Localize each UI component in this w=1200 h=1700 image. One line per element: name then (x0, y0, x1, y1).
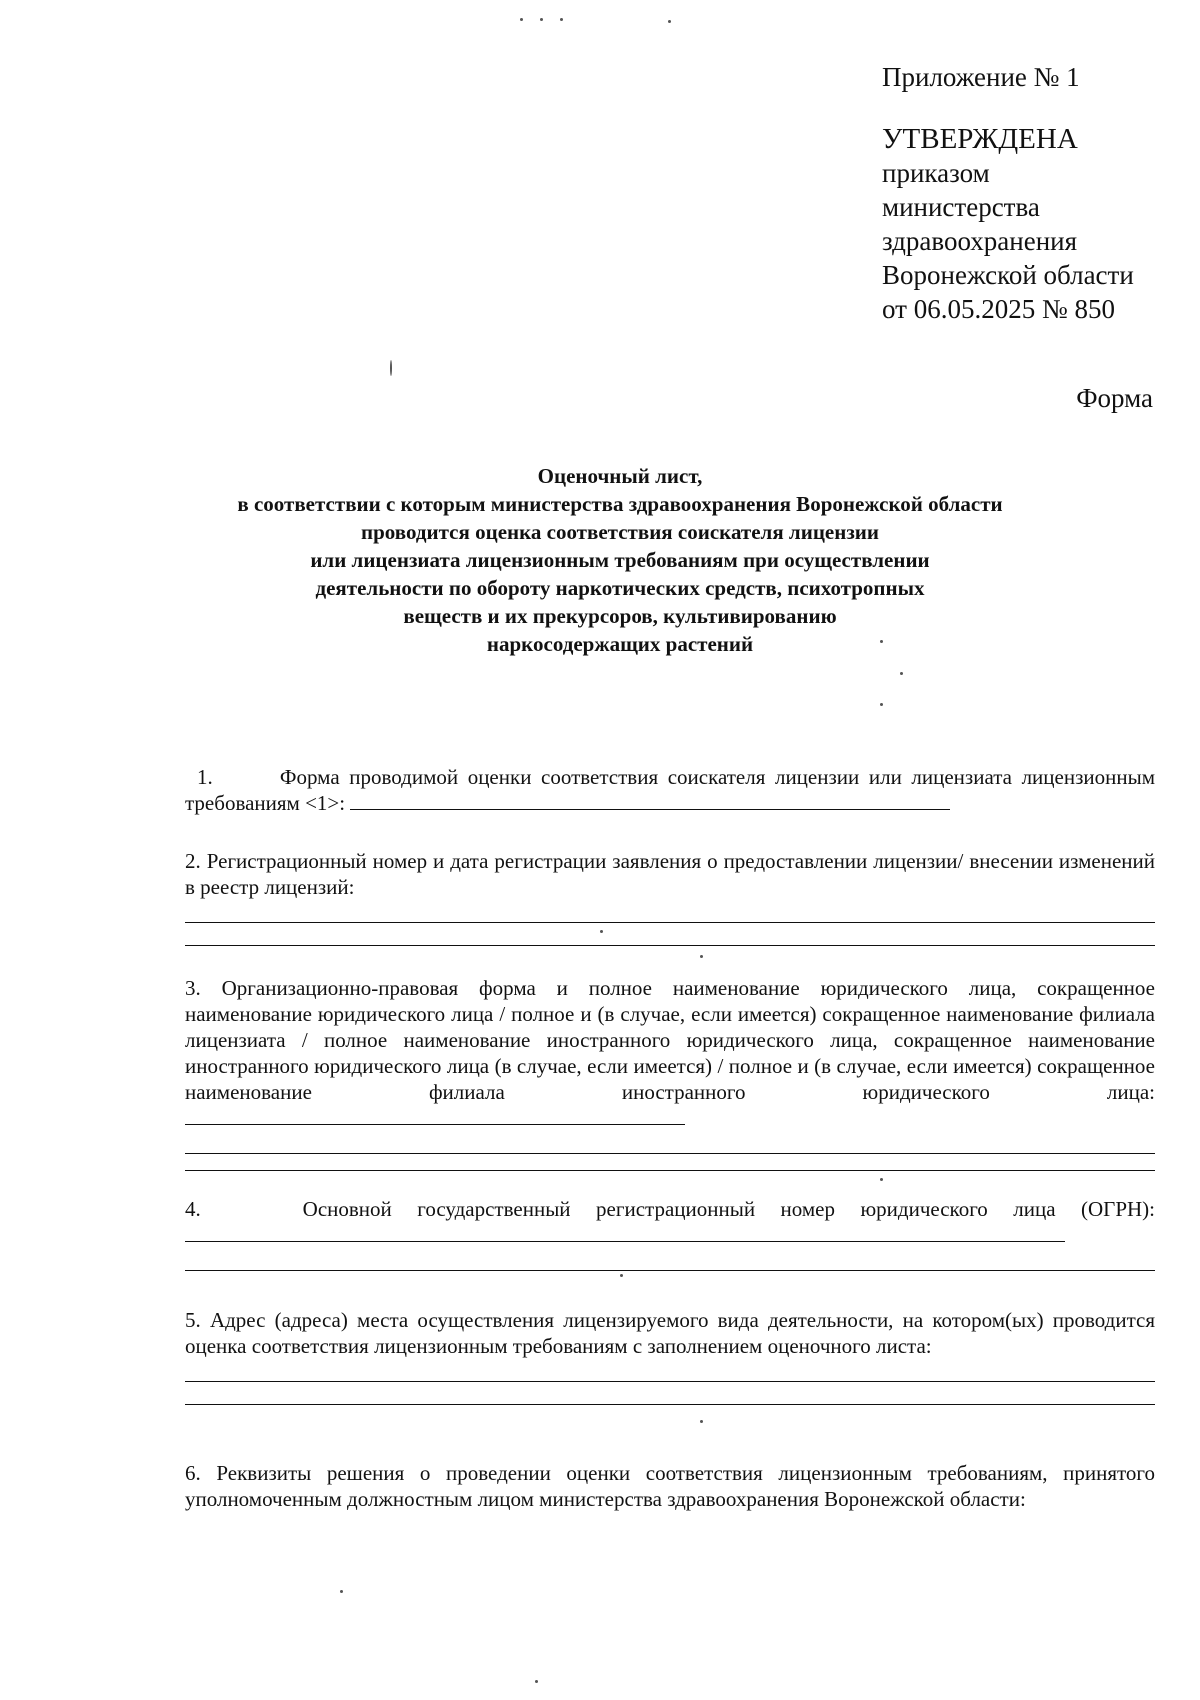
fill-line[interactable] (185, 945, 1155, 946)
scan-speck (880, 640, 883, 643)
title-line: деятельности по обороту наркотических средств, психотропных (315, 576, 925, 600)
fill-line[interactable] (185, 1223, 1065, 1242)
scan-speck (668, 20, 671, 23)
scan-speck (390, 360, 392, 376)
section-text: Форма проводимой оценки соответствия соискателя лицензии или лицензиата лицензионным требованиям <1>: (185, 765, 1155, 815)
section-number: 4. (185, 1197, 201, 1221)
scan-speck (340, 1590, 343, 1593)
section-text: Организационно-правовая форма и полное наименование юридического лица, сокращенное наименование юридического лица / полное и (в случае, если имеется) сокращенное наименование филиала лицензиата / полное наименование иностранного юридического лица, сокращенное наименование иностранного юридического лица (в случае, если имеется) / полное и (в случае, если имеется) сокращенное наименование филиала иностранного юридического лица: (185, 976, 1156, 1104)
fill-line[interactable] (185, 1270, 1155, 1271)
scan-speck (535, 1680, 538, 1683)
scan-speck (880, 703, 883, 706)
title-line: проводится оценка соответствия соискателя лицензии (361, 520, 879, 544)
title-line: веществ и их прекурсоров, культивированию (403, 604, 837, 628)
approval-line: здравоохранения (882, 226, 1078, 256)
scan-speck (520, 18, 523, 21)
fill-line[interactable] (185, 1381, 1155, 1382)
document-title (120, 462, 1120, 658)
section-number: 3. (185, 976, 201, 1000)
section-2 (185, 848, 1155, 946)
fill-line[interactable] (185, 1170, 1155, 1171)
fill-line[interactable] (185, 922, 1155, 923)
section-1 (185, 764, 1155, 816)
form-label: Форма (1076, 383, 1153, 413)
scan-speck (560, 18, 563, 21)
approved-label: УТВЕРЖДЕНА (882, 123, 1078, 155)
approval-line: приказом (882, 158, 990, 188)
title-line: в соответствии с которым министерства здравоохранения Воронежской области (237, 492, 1003, 516)
section-5 (185, 1307, 1155, 1405)
fill-line[interactable] (185, 1106, 685, 1125)
section-text: Основной государственный регистрационный номер юридического лица (ОГРН): (302, 1197, 1155, 1221)
approval-line: министерства (882, 192, 1040, 222)
section-text: Адрес (адреса) места осуществления лицензируемого вида деятельности, на котором(ых) проводится оценка соответствия лицензионным требованиям с заполнением оценочного листа: (185, 1308, 1156, 1358)
fill-line[interactable] (185, 1404, 1155, 1405)
fill-line[interactable] (350, 791, 950, 810)
section-number: 2. (185, 849, 201, 873)
scan-speck (600, 930, 603, 933)
section-4 (185, 1196, 1155, 1271)
title-line: Оценочный лист, (537, 464, 703, 488)
section-text: Регистрационный номер и дата регистрации заявления о предоставлении лицензии/ внесении изменений в реестр лицензий: (185, 849, 1156, 899)
scan-speck (540, 18, 543, 21)
title-line: или лицензиата лицензионным требованиям при осуществлении (310, 548, 930, 572)
section-3 (185, 975, 1155, 1171)
scan-speck (700, 955, 703, 958)
scan-speck (620, 1274, 623, 1277)
section-6 (185, 1460, 1155, 1512)
scan-speck (880, 1178, 883, 1181)
approval-line: Воронежской области (882, 260, 1134, 290)
section-number: 1. (197, 765, 213, 789)
title-line: наркосодержащих растений (486, 632, 754, 656)
section-number: 6. (185, 1461, 201, 1485)
scan-speck (700, 1420, 703, 1423)
annex-label: Приложение № 1 (882, 62, 1080, 92)
fill-line[interactable] (185, 1153, 1155, 1154)
scan-speck (900, 672, 903, 675)
approval-order-date: от 06.05.2025 № 850 (882, 294, 1115, 324)
approval-block (882, 60, 1182, 326)
section-text: Реквизиты решения о проведении оценки соответствия лицензионным требованиям, принятого уполномоченным должностным лицом министерства здравоохранения Воронежской области: (185, 1461, 1156, 1511)
section-number: 5. (185, 1308, 201, 1332)
